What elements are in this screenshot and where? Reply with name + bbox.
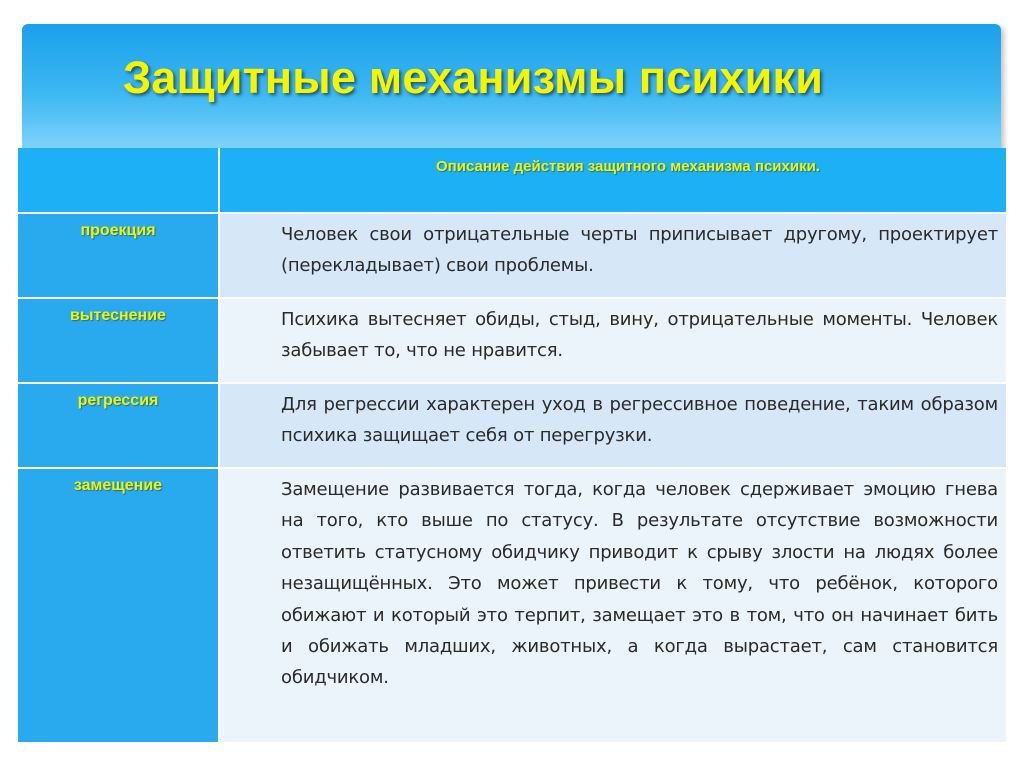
table-row-repression xyxy=(18,297,1006,384)
term-cell xyxy=(18,469,220,742)
description-cell xyxy=(220,384,1006,469)
description-cell xyxy=(220,214,1006,299)
table-row-displacement xyxy=(18,467,1006,742)
slide-title-banner xyxy=(22,24,1001,149)
term-label: замещение xyxy=(73,477,163,494)
table-header-description-label: Описание действия защитного механизма психики. xyxy=(436,158,820,175)
table-row-projection xyxy=(18,212,1006,299)
slide-title: Защитные механизмы психики xyxy=(123,52,824,103)
description-text: Психика вытесняет обиды, стыд, вину, отрицательные моменты. Человек забывает то, что не нравится. xyxy=(281,309,998,362)
term-label: вытеснение xyxy=(70,307,166,324)
description-text: Человек свои отрицательные черты приписывает другому, проектирует (перекладывает) свои проблемы. xyxy=(281,224,998,277)
table-header-left-cell xyxy=(18,148,220,212)
description-cell xyxy=(220,469,1006,742)
term-cell xyxy=(18,214,220,299)
description-text: Для регрессии характерен уход в регрессивное поведение, таким образом психика защищает себя от перегрузки. xyxy=(281,394,998,447)
description-text: Замещение развивается тогда, когда человек сдерживает эмоцию гнева на того, кто выше по статусу. В результате отсутствие возможности ответить статусному обидчику приводит к срыву злости на людях более незащищённых. Это может привести к тому, что ребёнок, которого обижают и который это терпит, замещает это в том, что он начинает бить и обижать младших, животных, а когда вырастает, сам становится обидчиком. xyxy=(281,479,998,689)
description-cell xyxy=(220,299,1006,384)
table-header-row xyxy=(18,148,1006,212)
mechanisms-table xyxy=(18,148,1006,740)
table-header-right-cell xyxy=(220,148,1006,212)
table-row-regression xyxy=(18,382,1006,469)
term-cell xyxy=(18,384,220,469)
term-label: регрессия xyxy=(77,392,159,409)
term-cell xyxy=(18,299,220,384)
term-label: проекция xyxy=(80,222,156,239)
